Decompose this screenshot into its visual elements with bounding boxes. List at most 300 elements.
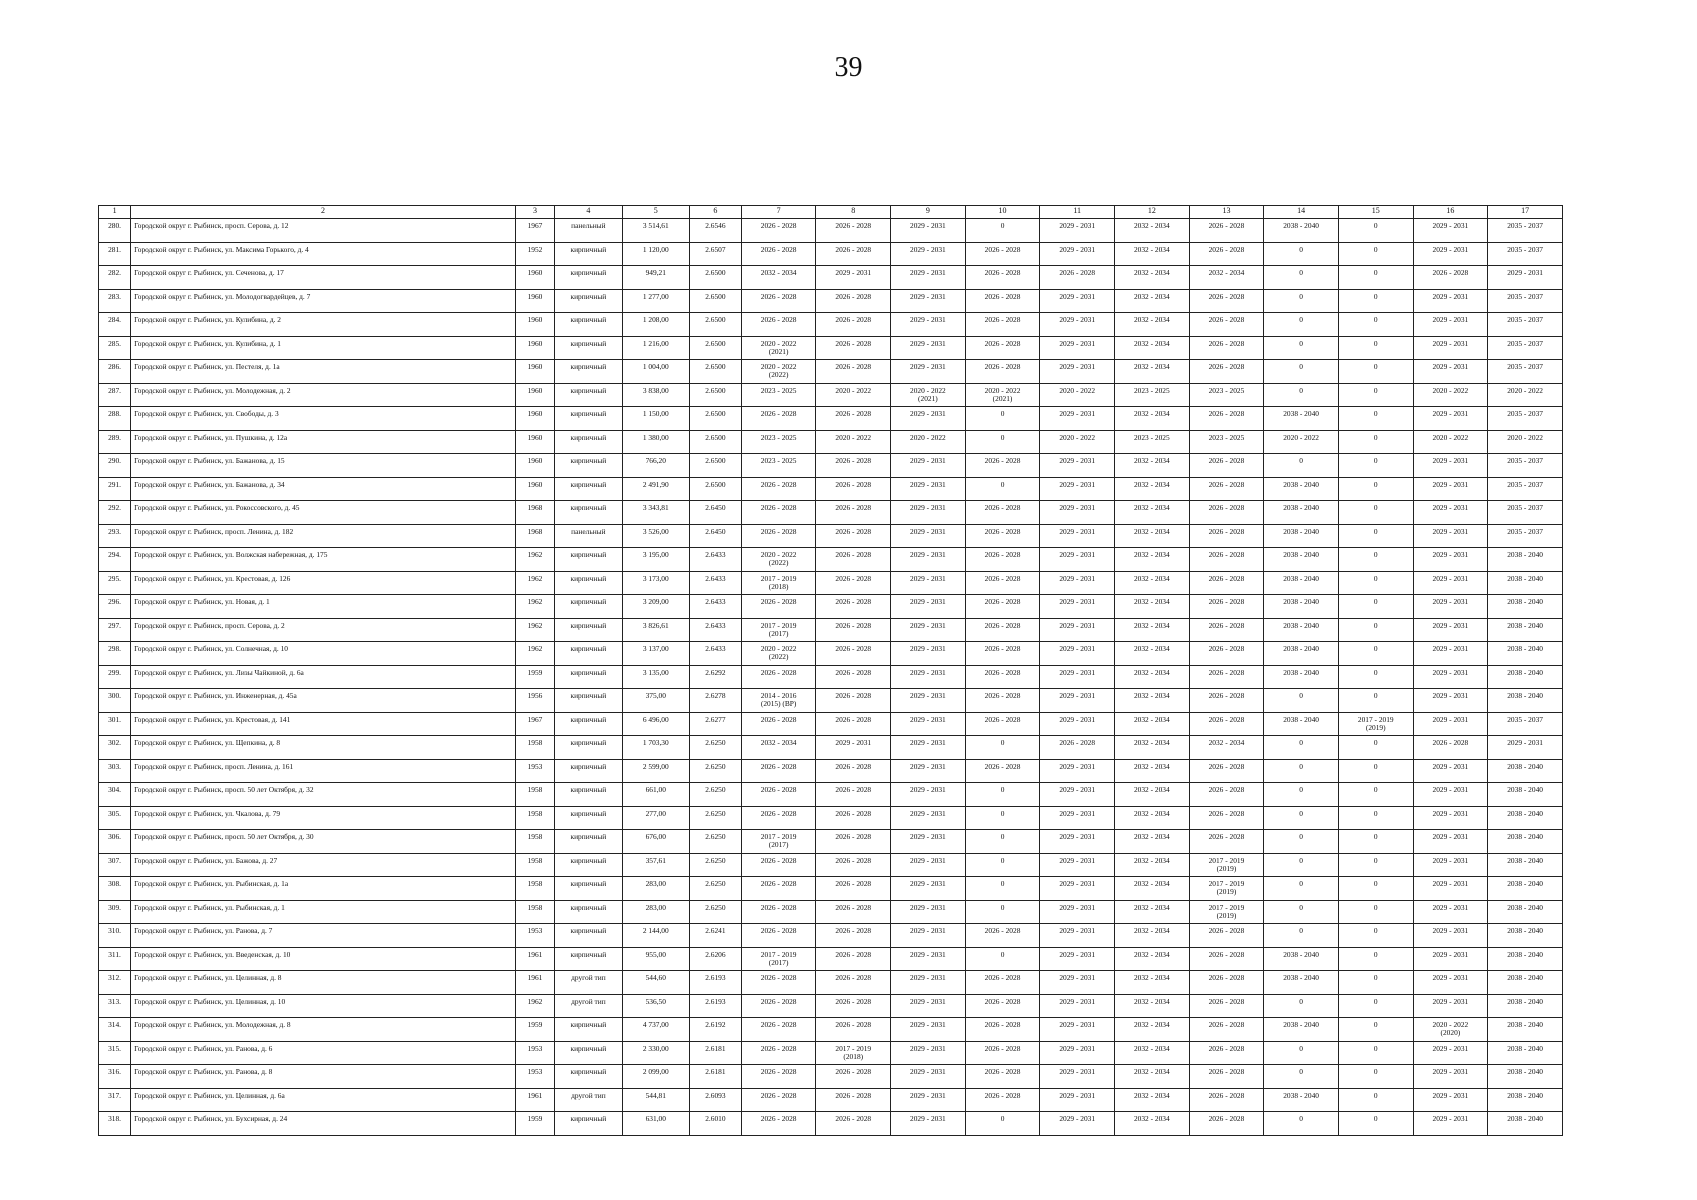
period-col-11: 2029 - 2031 [1040,900,1115,924]
period-col-8: 2020 - 2022 [816,430,891,454]
table-row [99,430,1563,454]
column-header: 9 [891,206,966,219]
coefficient-cell: 2.6277 [689,712,741,736]
row-number: 316. [99,1065,131,1089]
address-cell: Городской округ г. Рыбинск, ул. Рыбинская, д. 1а [131,877,516,901]
column-header: 15 [1338,206,1413,219]
row-number: 296. [99,595,131,619]
area-cell: 3 343,81 [622,501,689,525]
period-col-17: 2038 - 2040 [1488,877,1563,901]
period-col-13: 2026 - 2028 [1189,1088,1264,1112]
area-cell: 3 195,00 [622,548,689,572]
table-row [99,947,1563,971]
period-col-9: 2029 - 2031 [891,219,966,243]
column-header: 4 [555,206,622,219]
material-cell: кирпичный [555,360,622,384]
material-cell: кирпичный [555,501,622,525]
period-col-15: 0 [1338,407,1413,431]
year-cell: 1961 [515,971,554,995]
period-col-15: 0 [1338,430,1413,454]
period-col-10: 2026 - 2028 [965,266,1040,290]
period-col-17: 2035 - 2037 [1488,242,1563,266]
period-col-15: 0 [1338,642,1413,666]
period-col-17: 2038 - 2040 [1488,571,1563,595]
period-col-15: 0 [1338,665,1413,689]
address-cell: Городской округ г. Рыбинск, ул. Ранова, д. 6 [131,1041,516,1065]
period-col-14: 0 [1264,924,1339,948]
period-col-13: 2026 - 2028 [1189,642,1264,666]
address-cell: Городской округ г. Рыбинск, ул. Пушкина, д. 12а [131,430,516,454]
period-col-12: 2032 - 2034 [1115,1041,1190,1065]
table-row [99,689,1563,713]
row-number: 287. [99,383,131,407]
period-col-11: 2029 - 2031 [1040,407,1115,431]
row-number: 284. [99,313,131,337]
row-number: 305. [99,806,131,830]
row-number: 294. [99,548,131,572]
period-col-9: 2020 - 2022 [891,430,966,454]
column-header: 8 [816,206,891,219]
row-number: 317. [99,1088,131,1112]
material-cell: кирпичный [555,336,622,360]
period-col-14: 0 [1264,806,1339,830]
period-col-14: 2038 - 2040 [1264,548,1339,572]
period-col-16: 2029 - 2031 [1413,501,1488,525]
period-col-12: 2032 - 2034 [1115,642,1190,666]
period-col-17: 2035 - 2037 [1488,454,1563,478]
row-number: 312. [99,971,131,995]
period-col-7: 2026 - 2028 [741,665,816,689]
coefficient-cell: 2.6433 [689,595,741,619]
row-number: 283. [99,289,131,313]
period-col-8: 2026 - 2028 [816,830,891,854]
period-col-16: 2029 - 2031 [1413,806,1488,830]
year-cell: 1962 [515,595,554,619]
coefficient-cell: 2.6450 [689,501,741,525]
period-col-9: 2029 - 2031 [891,924,966,948]
address-cell: Городской округ г. Рыбинск, ул. Сеченова, д. 17 [131,266,516,290]
period-col-8: 2026 - 2028 [816,454,891,478]
table-row [99,994,1563,1018]
column-header: 16 [1413,206,1488,219]
address-cell: Городской округ г. Рыбинск, ул. Волжская набережная, д. 175 [131,548,516,572]
coefficient-cell: 2.6500 [689,313,741,337]
period-col-13: 2026 - 2028 [1189,407,1264,431]
material-cell: кирпичный [555,383,622,407]
period-col-9: 2029 - 2031 [891,595,966,619]
period-col-12: 2032 - 2034 [1115,289,1190,313]
coefficient-cell: 2.6193 [689,994,741,1018]
material-cell: кирпичный [555,642,622,666]
period-col-8: 2026 - 2028 [816,289,891,313]
period-col-15: 0 [1338,736,1413,760]
table-row [99,830,1563,854]
period-col-9: 2029 - 2031 [891,853,966,877]
period-col-11: 2026 - 2028 [1040,266,1115,290]
period-col-10: 2026 - 2028 [965,618,1040,642]
material-cell: другой тип [555,994,622,1018]
material-cell: кирпичный [555,759,622,783]
period-col-12: 2032 - 2034 [1115,313,1190,337]
period-col-15: 0 [1338,219,1413,243]
period-col-14: 0 [1264,994,1339,1018]
period-col-9: 2029 - 2031 [891,712,966,736]
period-col-11: 2029 - 2031 [1040,712,1115,736]
table-body [99,219,1563,1136]
year-cell: 1953 [515,924,554,948]
period-col-10: 0 [965,430,1040,454]
period-col-14: 2038 - 2040 [1264,665,1339,689]
period-col-12: 2032 - 2034 [1115,994,1190,1018]
period-col-7: 2032 - 2034 [741,736,816,760]
period-col-14: 2038 - 2040 [1264,618,1339,642]
period-col-10: 2026 - 2028 [965,712,1040,736]
period-col-7: 2026 - 2028 [741,477,816,501]
year-cell: 1962 [515,618,554,642]
area-cell: 1 208,00 [622,313,689,337]
period-col-7: 2026 - 2028 [741,971,816,995]
coefficient-cell: 2.6181 [689,1041,741,1065]
period-col-16: 2029 - 2031 [1413,1088,1488,1112]
period-col-14: 2038 - 2040 [1264,1018,1339,1042]
period-col-15: 0 [1338,689,1413,713]
period-col-12: 2032 - 2034 [1115,712,1190,736]
address-cell: Городской округ г. Рыбинск, ул. Молодогвардейцев, д. 7 [131,289,516,313]
period-col-7: 2026 - 2028 [741,900,816,924]
period-col-11: 2029 - 2031 [1040,595,1115,619]
period-col-7: 2026 - 2028 [741,595,816,619]
area-cell: 536,50 [622,994,689,1018]
area-cell: 1 216,00 [622,336,689,360]
address-cell: Городской округ г. Рыбинск, ул. Введенская, д. 10 [131,947,516,971]
period-col-10: 2026 - 2028 [965,524,1040,548]
period-col-17: 2038 - 2040 [1488,1112,1563,1136]
period-col-15: 0 [1338,313,1413,337]
period-col-8: 2017 - 2019 (2018) [816,1041,891,1065]
period-col-9: 2029 - 2031 [891,783,966,807]
address-cell: Городской округ г. Рыбинск, ул. Инженерная, д. 45а [131,689,516,713]
period-col-8: 2026 - 2028 [816,336,891,360]
period-col-10: 2026 - 2028 [965,642,1040,666]
year-cell: 1960 [515,289,554,313]
period-col-16: 2029 - 2031 [1413,571,1488,595]
table-row [99,571,1563,595]
period-col-8: 2026 - 2028 [816,595,891,619]
year-cell: 1958 [515,877,554,901]
table-row [99,219,1563,243]
row-number: 297. [99,618,131,642]
year-cell: 1960 [515,430,554,454]
period-col-9: 2029 - 2031 [891,830,966,854]
coefficient-cell: 2.6206 [689,947,741,971]
period-col-11: 2029 - 2031 [1040,477,1115,501]
period-col-13: 2026 - 2028 [1189,947,1264,971]
period-col-9: 2029 - 2031 [891,266,966,290]
table-row [99,665,1563,689]
row-number: 310. [99,924,131,948]
period-col-11: 2029 - 2031 [1040,830,1115,854]
address-cell: Городской округ г. Рыбинск, просп. Серова, д. 2 [131,618,516,642]
period-col-7: 2026 - 2028 [741,407,816,431]
year-cell: 1960 [515,454,554,478]
period-col-12: 2032 - 2034 [1115,477,1190,501]
period-col-15: 0 [1338,289,1413,313]
period-col-15: 0 [1338,994,1413,1018]
period-col-12: 2032 - 2034 [1115,524,1190,548]
period-col-13: 2026 - 2028 [1189,994,1264,1018]
area-cell: 2 599,00 [622,759,689,783]
period-col-14: 2038 - 2040 [1264,477,1339,501]
address-cell: Городской округ г. Рыбинск, ул. Кулибина, д. 2 [131,313,516,337]
row-number: 293. [99,524,131,548]
area-cell: 3 526,00 [622,524,689,548]
material-cell: кирпичный [555,947,622,971]
year-cell: 1960 [515,407,554,431]
period-col-17: 2038 - 2040 [1488,642,1563,666]
row-number: 306. [99,830,131,854]
year-cell: 1960 [515,313,554,337]
period-col-10: 2026 - 2028 [965,1018,1040,1042]
material-cell: кирпичный [555,407,622,431]
period-col-7: 2023 - 2025 [741,383,816,407]
period-col-7: 2026 - 2028 [741,1065,816,1089]
period-col-8: 2026 - 2028 [816,947,891,971]
period-col-16: 2029 - 2031 [1413,219,1488,243]
period-col-15: 0 [1338,595,1413,619]
period-col-12: 2032 - 2034 [1115,571,1190,595]
material-cell: кирпичный [555,830,622,854]
year-cell: 1958 [515,900,554,924]
table-row [99,1065,1563,1089]
column-header: 10 [965,206,1040,219]
period-col-17: 2038 - 2040 [1488,994,1563,1018]
material-cell: кирпичный [555,689,622,713]
period-col-8: 2026 - 2028 [816,900,891,924]
coefficient-cell: 2.6433 [689,548,741,572]
row-number: 298. [99,642,131,666]
year-cell: 1962 [515,571,554,595]
address-cell: Городской округ г. Рыбинск, ул. Крестовая, д. 126 [131,571,516,595]
period-col-11: 2029 - 2031 [1040,524,1115,548]
address-cell: Городской округ г. Рыбинск, ул. Новая, д. 1 [131,595,516,619]
area-cell: 2 330,00 [622,1041,689,1065]
period-col-17: 2038 - 2040 [1488,900,1563,924]
material-cell: кирпичный [555,900,622,924]
period-col-8: 2026 - 2028 [816,242,891,266]
area-cell: 1 004,00 [622,360,689,384]
period-col-9: 2029 - 2031 [891,407,966,431]
period-col-11: 2029 - 2031 [1040,1065,1115,1089]
period-col-15: 0 [1338,336,1413,360]
period-col-17: 2038 - 2040 [1488,853,1563,877]
period-col-16: 2029 - 2031 [1413,1112,1488,1136]
period-col-14: 0 [1264,360,1339,384]
period-col-8: 2029 - 2031 [816,736,891,760]
coefficient-cell: 2.6500 [689,383,741,407]
period-col-8: 2026 - 2028 [816,971,891,995]
row-number: 295. [99,571,131,595]
coefficient-cell: 2.6450 [689,524,741,548]
period-col-10: 0 [965,407,1040,431]
period-col-14: 0 [1264,759,1339,783]
area-cell: 766,20 [622,454,689,478]
period-col-10: 0 [965,783,1040,807]
material-cell: кирпичный [555,712,622,736]
period-col-17: 2035 - 2037 [1488,313,1563,337]
year-cell: 1960 [515,360,554,384]
period-col-13: 2026 - 2028 [1189,712,1264,736]
coefficient-cell: 2.6433 [689,571,741,595]
coefficient-cell: 2.6292 [689,665,741,689]
period-col-7: 2026 - 2028 [741,853,816,877]
period-col-16: 2029 - 2031 [1413,289,1488,313]
column-number-header-row [99,206,1563,219]
period-col-16: 2029 - 2031 [1413,1041,1488,1065]
period-col-11: 2029 - 2031 [1040,1112,1115,1136]
period-col-8: 2026 - 2028 [816,1018,891,1042]
address-cell: Городской округ г. Рыбинск, ул. Максима Горького, д. 4 [131,242,516,266]
period-col-9: 2029 - 2031 [891,477,966,501]
period-col-14: 2038 - 2040 [1264,595,1339,619]
period-col-14: 0 [1264,830,1339,854]
area-cell: 283,00 [622,877,689,901]
period-col-15: 0 [1338,477,1413,501]
period-col-14: 0 [1264,383,1339,407]
year-cell: 1958 [515,853,554,877]
period-col-17: 2038 - 2040 [1488,947,1563,971]
period-col-16: 2029 - 2031 [1413,665,1488,689]
period-col-16: 2026 - 2028 [1413,266,1488,290]
row-number: 302. [99,736,131,760]
period-col-8: 2026 - 2028 [816,1112,891,1136]
period-col-13: 2026 - 2028 [1189,665,1264,689]
column-header: 5 [622,206,689,219]
period-col-8: 2026 - 2028 [816,407,891,431]
period-col-17: 2035 - 2037 [1488,336,1563,360]
address-cell: Городской округ г. Рыбинск, ул. Свободы, д. 3 [131,407,516,431]
period-col-11: 2029 - 2031 [1040,289,1115,313]
period-col-10: 2020 - 2022 (2021) [965,383,1040,407]
material-cell: кирпичный [555,1018,622,1042]
period-col-9: 2029 - 2031 [891,665,966,689]
period-col-11: 2029 - 2031 [1040,759,1115,783]
row-number: 314. [99,1018,131,1042]
period-col-9: 2029 - 2031 [891,336,966,360]
coefficient-cell: 2.6193 [689,971,741,995]
year-cell: 1962 [515,642,554,666]
period-col-8: 2026 - 2028 [816,360,891,384]
period-col-10: 0 [965,806,1040,830]
period-col-11: 2029 - 2031 [1040,783,1115,807]
period-col-17: 2038 - 2040 [1488,665,1563,689]
period-col-15: 0 [1338,947,1413,971]
period-col-15: 0 [1338,618,1413,642]
coefficient-cell: 2.6433 [689,642,741,666]
period-col-10: 2026 - 2028 [965,454,1040,478]
row-number: 304. [99,783,131,807]
period-col-9: 2029 - 2031 [891,736,966,760]
material-cell: кирпичный [555,877,622,901]
row-number: 285. [99,336,131,360]
period-col-12: 2032 - 2034 [1115,360,1190,384]
period-col-14: 2038 - 2040 [1264,712,1339,736]
row-number: 300. [99,689,131,713]
table-row [99,618,1563,642]
period-col-8: 2026 - 2028 [816,994,891,1018]
period-col-8: 2026 - 2028 [816,618,891,642]
period-col-17: 2038 - 2040 [1488,618,1563,642]
material-cell: кирпичный [555,736,622,760]
table-row [99,642,1563,666]
period-col-9: 2029 - 2031 [891,759,966,783]
period-col-9: 2029 - 2031 [891,242,966,266]
period-col-14: 0 [1264,736,1339,760]
table-row [99,501,1563,525]
period-col-12: 2032 - 2034 [1115,759,1190,783]
table-row [99,924,1563,948]
period-col-8: 2026 - 2028 [816,665,891,689]
coefficient-cell: 2.6507 [689,242,741,266]
period-col-9: 2029 - 2031 [891,313,966,337]
period-col-10: 2026 - 2028 [965,548,1040,572]
row-number: 303. [99,759,131,783]
period-col-14: 2020 - 2022 [1264,430,1339,454]
table-row [99,454,1563,478]
period-col-7: 2026 - 2028 [741,1041,816,1065]
period-col-15: 0 [1338,1018,1413,1042]
period-col-12: 2032 - 2034 [1115,1018,1190,1042]
period-col-10: 2026 - 2028 [965,924,1040,948]
period-col-7: 2026 - 2028 [741,313,816,337]
period-col-11: 2029 - 2031 [1040,853,1115,877]
period-col-14: 0 [1264,313,1339,337]
period-col-14: 0 [1264,689,1339,713]
coefficient-cell: 2.6500 [689,336,741,360]
period-col-15: 0 [1338,853,1413,877]
period-col-13: 2026 - 2028 [1189,336,1264,360]
period-col-13: 2026 - 2028 [1189,289,1264,313]
period-col-7: 2020 - 2022 (2021) [741,336,816,360]
period-col-16: 2029 - 2031 [1413,595,1488,619]
row-number: 289. [99,430,131,454]
address-cell: Городской округ г. Рыбинск, ул. Рокоссовского, д. 45 [131,501,516,525]
row-number: 292. [99,501,131,525]
area-cell: 1 380,00 [622,430,689,454]
year-cell: 1968 [515,524,554,548]
period-col-8: 2026 - 2028 [816,783,891,807]
coefficient-cell: 2.6250 [689,783,741,807]
period-col-12: 2023 - 2025 [1115,430,1190,454]
column-header: 3 [515,206,554,219]
area-cell: 357,61 [622,853,689,877]
area-cell: 3 137,00 [622,642,689,666]
period-col-13: 2026 - 2028 [1189,595,1264,619]
period-col-8: 2026 - 2028 [816,689,891,713]
table-row [99,336,1563,360]
coefficient-cell: 2.6500 [689,266,741,290]
period-col-9: 2029 - 2031 [891,360,966,384]
period-col-8: 2026 - 2028 [816,642,891,666]
material-cell: кирпичный [555,618,622,642]
period-col-16: 2029 - 2031 [1413,242,1488,266]
area-cell: 3 838,00 [622,383,689,407]
period-col-17: 2020 - 2022 [1488,383,1563,407]
period-col-16: 2029 - 2031 [1413,313,1488,337]
column-header: 17 [1488,206,1563,219]
period-col-7: 2026 - 2028 [741,501,816,525]
period-col-9: 2029 - 2031 [891,618,966,642]
period-col-17: 2029 - 2031 [1488,736,1563,760]
